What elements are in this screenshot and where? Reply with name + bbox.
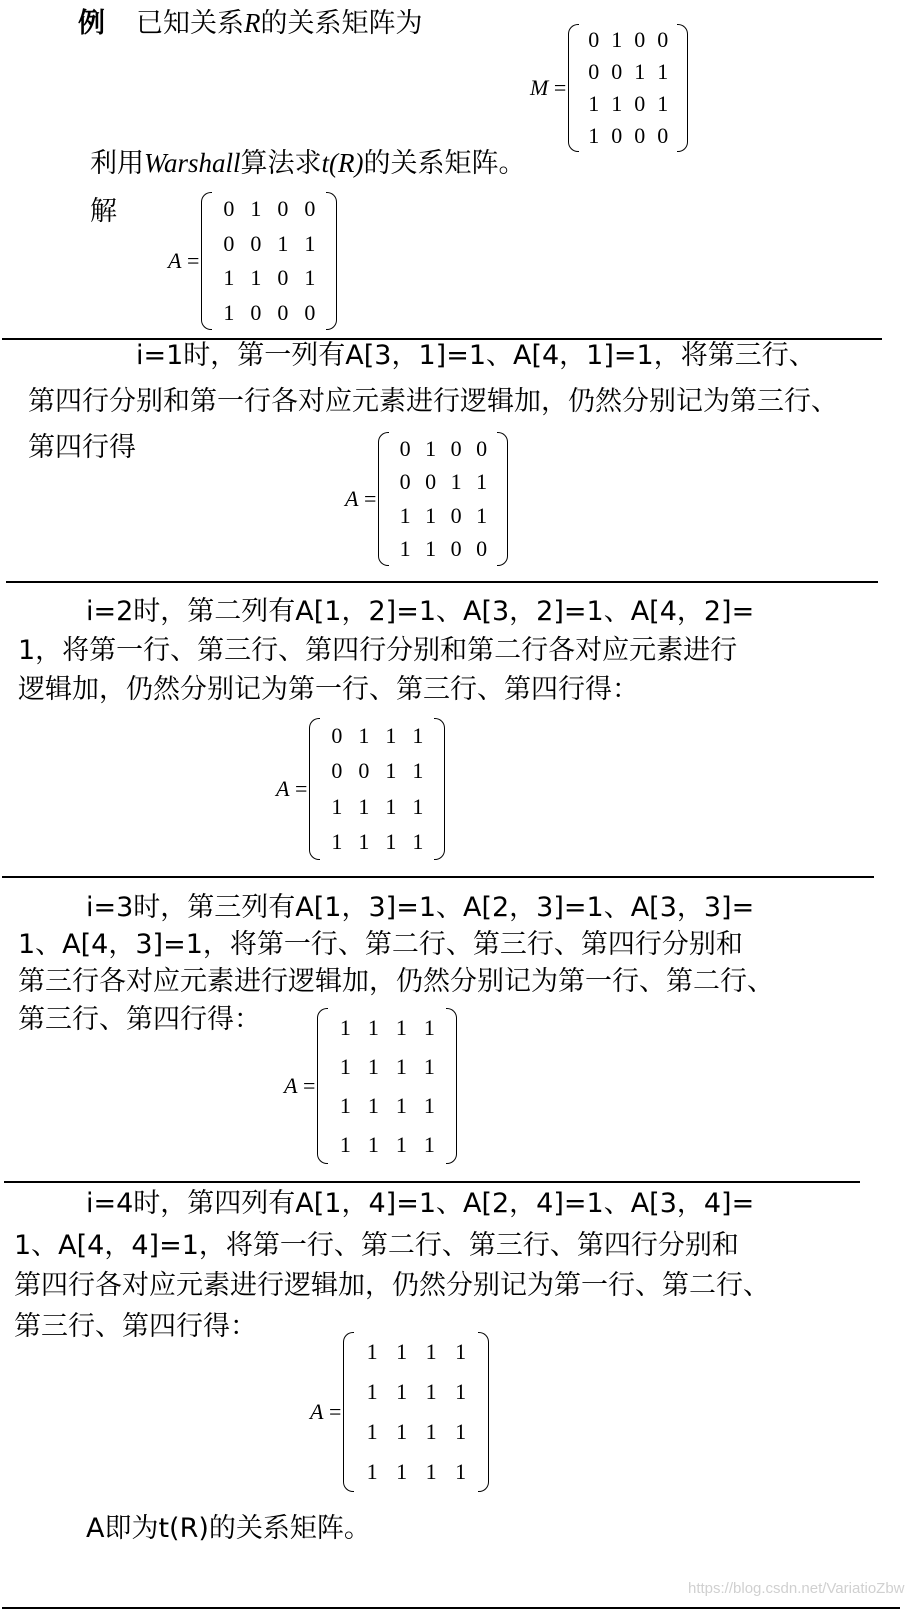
matrix-cell: 1 xyxy=(277,230,289,256)
matrix-body xyxy=(309,718,445,860)
matrix-cell: 1 xyxy=(396,1419,408,1444)
matrix-cell: 0 xyxy=(634,91,646,116)
step2-line3: 逻辑加，仍然分别记为第一行、第三行、第四行得： xyxy=(18,674,639,705)
step1-line1: i=1时，第一列有A[3，1]=1、A[4，1]=1，将第三行、 xyxy=(136,340,816,371)
matrix-cell: 0 xyxy=(399,435,411,461)
matrix-cell: 0 xyxy=(223,196,235,222)
matrix-cell: 0 xyxy=(450,502,462,528)
step2-line2: 1，将第一行、第三行、第四行分别和第二行各对应元素进行 xyxy=(18,635,738,666)
step4-line4: 第三行、第四行得： xyxy=(14,1311,257,1342)
matrix-cell: 0 xyxy=(223,230,235,256)
task-text: 利用 xyxy=(90,148,144,179)
matrix-cell: 1 xyxy=(339,1092,351,1118)
matrix-cell: 1 xyxy=(223,299,235,325)
matrix-cell: 0 xyxy=(425,469,437,495)
matrix-cell: 0 xyxy=(250,299,262,325)
matrix-cell: 1 xyxy=(331,793,343,819)
matrix-cell: 1 xyxy=(455,1379,467,1404)
matrix-cell: 1 xyxy=(423,1131,435,1157)
matrix-cell: 1 xyxy=(358,829,370,855)
intro-text-end: 的关系矩阵为 xyxy=(260,8,423,39)
matrix-cell: 0 xyxy=(277,265,289,291)
step4-line1: i=4时，第四列有A[1，4]=1、A[2，4]=1、A[3，4]= xyxy=(86,1188,755,1219)
step3-line3: 第三行各对应元素进行逻辑加，仍然分别记为第一行、第二行、 xyxy=(18,966,774,997)
conclusion: A即为t(R)的关系矩阵。 xyxy=(86,1513,371,1544)
task-text-end: 的关系矩阵。 xyxy=(363,148,526,179)
step3-line4: 第三行、第四行得： xyxy=(18,1004,261,1035)
matrix-A4 xyxy=(310,1332,489,1492)
matrix-label: A = xyxy=(310,1399,342,1424)
matrix-A0 xyxy=(168,192,337,330)
matrix-body xyxy=(317,1008,457,1164)
matrix-cell: 0 xyxy=(450,536,462,562)
matrix-cell: 1 xyxy=(367,1131,379,1157)
problem-intro xyxy=(136,10,423,37)
matrix-label: A = xyxy=(276,776,308,801)
matrix-cell: 0 xyxy=(634,27,646,52)
matrix-cell: 1 xyxy=(250,196,262,222)
matrix-cell: 1 xyxy=(423,1014,435,1040)
relation-var: R xyxy=(244,8,261,38)
matrix-body xyxy=(568,24,688,152)
matrix-cell: 1 xyxy=(396,1379,408,1404)
matrix-cell: 1 xyxy=(588,123,600,148)
matrix-cell: 1 xyxy=(412,793,424,819)
matrix-cell: 1 xyxy=(304,265,316,291)
algorithm-name: Warshall xyxy=(144,148,241,178)
matrix-cell: 1 xyxy=(455,1339,467,1364)
step3-line2: 1、A[4，3]=1，将第一行、第二行、第三行、第四行分别和 xyxy=(18,929,743,960)
matrix-cell: 0 xyxy=(277,196,289,222)
matrix-cell: 1 xyxy=(399,536,411,562)
intro-text: 已知关系 xyxy=(136,8,244,39)
matrix-cell: 1 xyxy=(367,1014,379,1040)
matrix-cell: 0 xyxy=(611,59,623,84)
step4-line3: 第四行各对应元素进行逻辑加，仍然分别记为第一行、第二行、 xyxy=(14,1270,770,1301)
matrix-cell: 1 xyxy=(339,1014,351,1040)
matrix-cell: 1 xyxy=(412,829,424,855)
matrix-cell: 1 xyxy=(395,1014,407,1040)
matrix-cell: 1 xyxy=(366,1419,378,1444)
matrix-cell: 0 xyxy=(657,123,669,148)
matrix-cell: 0 xyxy=(450,435,462,461)
divider xyxy=(6,581,878,583)
matrix-cell: 1 xyxy=(455,1459,467,1484)
matrix-cell: 0 xyxy=(331,722,343,748)
matrix-cell: 0 xyxy=(657,27,669,52)
matrix-cell: 1 xyxy=(425,536,437,562)
matrix-cell: 1 xyxy=(657,59,669,84)
matrix-body xyxy=(378,432,508,566)
matrix-label: A = xyxy=(168,248,200,273)
matrix-cell: 1 xyxy=(425,1459,437,1484)
matrix-cell: 1 xyxy=(385,722,397,748)
matrix-cell: 1 xyxy=(412,722,424,748)
matrix-A1 xyxy=(345,432,508,566)
matrix-cell: 1 xyxy=(385,758,397,784)
matrix-cell: 1 xyxy=(331,829,343,855)
closure-arg: (R) xyxy=(329,148,364,178)
matrix-cell: 1 xyxy=(423,1053,435,1079)
step3-line1: i=3时，第三列有A[1，3]=1、A[2，3]=1、A[3，3]= xyxy=(86,892,755,923)
example-label: 例 xyxy=(78,8,105,39)
matrix-cell: 1 xyxy=(657,91,669,116)
matrix-cell: 1 xyxy=(476,469,488,495)
matrix-cell: 1 xyxy=(450,469,462,495)
matrix-cell: 1 xyxy=(367,1092,379,1118)
matrix-cell: 1 xyxy=(385,793,397,819)
divider xyxy=(4,1181,860,1183)
step4-line2: 1、A[4，4]=1，将第一行、第二行、第三行、第四行分别和 xyxy=(14,1230,739,1261)
matrix-cell: 1 xyxy=(250,265,262,291)
matrix-cell: 1 xyxy=(396,1459,408,1484)
matrix-cell: 0 xyxy=(358,758,370,784)
closure-fn: t xyxy=(321,148,330,178)
matrix-cell: 1 xyxy=(385,829,397,855)
matrix-cell: 1 xyxy=(395,1092,407,1118)
matrix-cell: 1 xyxy=(634,59,646,84)
matrix-cell: 0 xyxy=(250,230,262,256)
problem-task xyxy=(90,150,526,177)
matrix-M xyxy=(530,24,688,152)
matrix-cell: 1 xyxy=(399,502,411,528)
matrix-cell: 0 xyxy=(588,59,600,84)
matrix-A2 xyxy=(276,718,445,860)
matrix-cell: 1 xyxy=(611,27,623,52)
matrix-cell: 0 xyxy=(588,27,600,52)
matrix-cell: 1 xyxy=(425,1339,437,1364)
matrix-cell: 1 xyxy=(588,91,600,116)
matrix-cell: 0 xyxy=(304,196,316,222)
matrix-cell: 1 xyxy=(223,265,235,291)
matrix-cell: 0 xyxy=(399,469,411,495)
matrix-body xyxy=(343,1332,489,1492)
matrix-cell: 1 xyxy=(366,1339,378,1364)
solution-label: 解 xyxy=(90,196,117,227)
matrix-A3 xyxy=(284,1008,457,1164)
matrix-cell: 0 xyxy=(476,536,488,562)
matrix-label: M = xyxy=(530,75,567,100)
step1-line3: 第四行得 xyxy=(28,432,136,463)
matrix-cell: 0 xyxy=(331,758,343,784)
matrix-cell: 0 xyxy=(611,123,623,148)
matrix-cell: 1 xyxy=(358,722,370,748)
matrix-cell: 1 xyxy=(339,1053,351,1079)
watermark: https://blog.csdn.net/VariatioZbw xyxy=(688,1580,905,1597)
matrix-label: A = xyxy=(345,486,377,511)
matrix-cell: 1 xyxy=(476,502,488,528)
matrix-cell: 1 xyxy=(395,1053,407,1079)
matrix-cell: 1 xyxy=(425,1419,437,1444)
step1-line2: 第四行分别和第一行各对应元素进行逻辑加，仍然分别记为第三行、 xyxy=(28,386,838,417)
matrix-cell: 1 xyxy=(425,435,437,461)
matrix-cell: 1 xyxy=(425,1379,437,1404)
matrix-cell: 1 xyxy=(339,1131,351,1157)
matrix-cell: 1 xyxy=(396,1339,408,1364)
matrix-cell: 1 xyxy=(367,1053,379,1079)
matrix-cell: 1 xyxy=(304,230,316,256)
step2-line1: i=2时，第二列有A[1，2]=1、A[3，2]=1、A[4，2]= xyxy=(86,596,755,627)
matrix-cell: 1 xyxy=(395,1131,407,1157)
matrix-cell: 1 xyxy=(423,1092,435,1118)
matrix-cell: 1 xyxy=(412,758,424,784)
matrix-cell: 1 xyxy=(358,793,370,819)
matrix-cell: 1 xyxy=(425,502,437,528)
matrix-cell: 1 xyxy=(611,91,623,116)
matrix-cell: 1 xyxy=(455,1419,467,1444)
matrix-cell: 0 xyxy=(304,299,316,325)
divider xyxy=(2,1607,900,1609)
matrix-cell: 1 xyxy=(366,1379,378,1404)
task-text-mid: 算法求 xyxy=(240,148,322,179)
matrix-cell: 0 xyxy=(476,435,488,461)
matrix-label: A = xyxy=(284,1073,316,1098)
matrix-cell: 0 xyxy=(634,123,646,148)
matrix-body xyxy=(201,192,337,330)
matrix-cell: 0 xyxy=(277,299,289,325)
matrix-cell: 1 xyxy=(366,1459,378,1484)
divider xyxy=(2,876,874,878)
